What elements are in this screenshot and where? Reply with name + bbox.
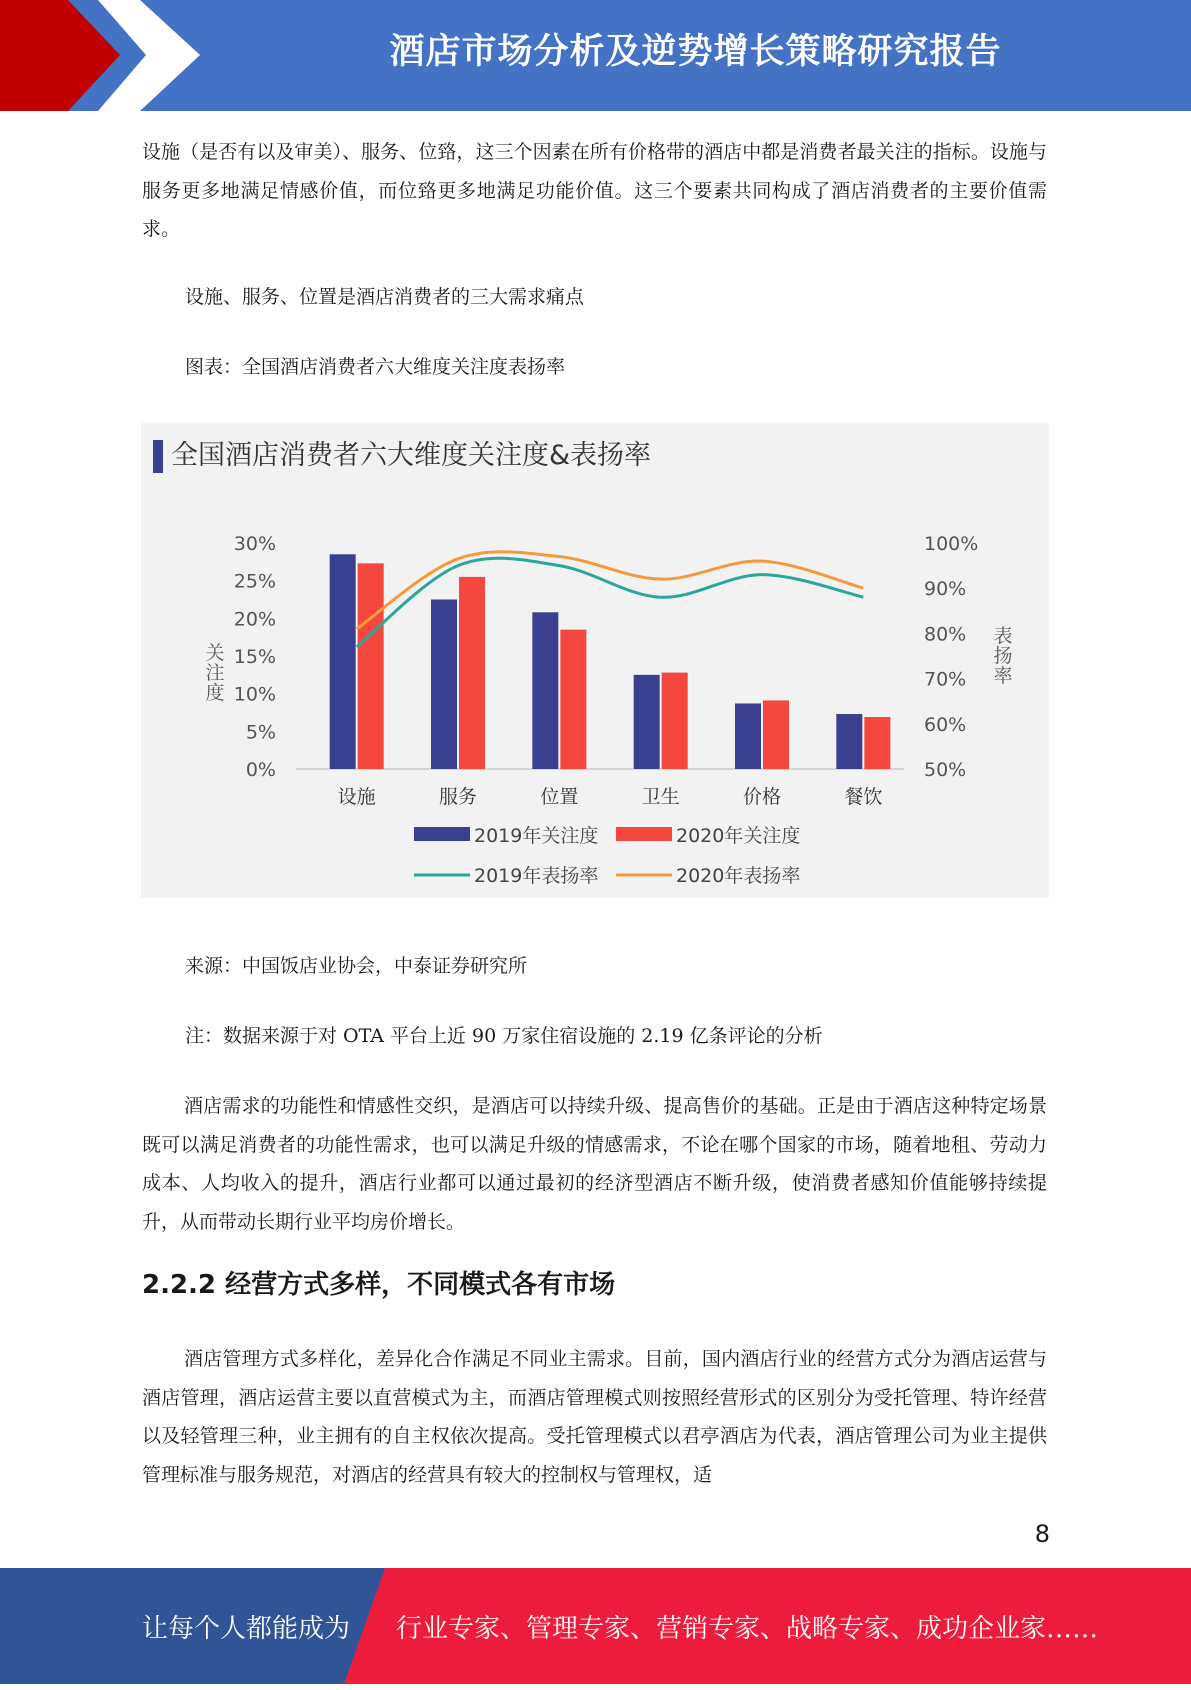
bar-2019年关注度 xyxy=(634,675,660,769)
y-tick-label-right: 50% xyxy=(924,759,967,781)
legend-swatch-bar-2020 xyxy=(616,827,672,841)
y-tick-label-right: 70% xyxy=(924,668,967,691)
header-arrow-decoration xyxy=(0,0,200,111)
chart-figure xyxy=(141,423,1049,898)
y-tick-label-left: 20% xyxy=(233,608,276,631)
x-tick-label: 设施 xyxy=(337,786,376,808)
page-footer xyxy=(0,1568,1191,1684)
x-tick-label: 卫生 xyxy=(641,786,680,808)
bar-2020年关注度 xyxy=(864,717,890,769)
footer-slogan-left: 让每个人都能成为 xyxy=(142,1614,351,1644)
figure-caption: 图表：全国酒店消费者六大维度关注度表扬率 xyxy=(185,356,566,378)
x-tick-label: 服务 xyxy=(438,786,478,808)
y-tick-label-left: 15% xyxy=(233,646,276,668)
chart-title: 全国酒店消费者六大维度关注度&表扬率 xyxy=(171,440,652,471)
y-tick-label-left: 10% xyxy=(233,683,276,706)
legend-label: 2020年表扬率 xyxy=(676,865,801,887)
y-tick-label-left: 30% xyxy=(233,533,276,555)
legend-label: 2020年关注度 xyxy=(676,825,801,847)
bar-2019年关注度 xyxy=(836,714,862,769)
x-tick-label: 位置 xyxy=(540,786,579,808)
y-tick-label-right: 100% xyxy=(924,533,979,555)
y-tick-label-left: 5% xyxy=(245,721,276,744)
key-point-line: 设施、服务、位置是酒店消费者的三大需求痛点 xyxy=(185,286,585,308)
x-tick-label: 价格 xyxy=(742,786,782,808)
report-title: 酒店市场分析及逆势增长策略研究报告 xyxy=(389,32,1002,72)
bar-2019年关注度 xyxy=(735,703,761,769)
bar-2020年关注度 xyxy=(358,563,384,769)
bar-2019年关注度 xyxy=(431,600,457,770)
y-axis-title-left: 关注度 xyxy=(205,642,225,704)
x-tick-label: 餐饮 xyxy=(844,786,883,808)
chart-svg xyxy=(141,423,1049,898)
y-tick-label-right: 60% xyxy=(924,713,967,736)
page-number: 8 xyxy=(1034,1520,1050,1548)
legend-swatch-bar-2019 xyxy=(414,827,470,841)
bar-2019年关注度 xyxy=(330,554,356,769)
y-tick-label-left: 25% xyxy=(233,570,276,593)
y-tick-label-left: 0% xyxy=(245,759,276,781)
section-heading: 2.2.2 经营方式多样，不同模式各有市场 xyxy=(142,1270,616,1300)
figure-source: 来源：中国饭店业协会，中泰证券研究所 xyxy=(185,955,528,977)
paragraph-3: 酒店管理方式多样化，差异化合作满足不同业主需求。目前，国内酒店行业的经营方式分为酒店运营与酒店管理，酒店运营主要以直营模式为主，而酒店管理模式则按照经营形式的区别分为受托管理、特许经营以及轻管理三种，业主拥有的自主权依次提高。受托管理模式以君亭酒店为代表，酒店管理公司为业主提供管理标准与服务规范，对酒店的经营具有较大的控制权与管理权，适 xyxy=(142,1348,1047,1486)
paragraph-1: 设施（是否有以及审美）、服务、位臵，这三个因素在所有价格带的酒店中都是消费者最关注的指标。设施与服务更多地满足情感价值，而位臵更多地满足功能价值。这三个要素共同构成了酒店消费者的主要价值需求。 xyxy=(142,141,1047,240)
y-tick-label-right: 90% xyxy=(924,578,967,601)
footer-slogan-right: 行业专家、管理专家、营销专家、战略专家、成功企业家…… xyxy=(396,1614,1099,1644)
bar-2020年关注度 xyxy=(662,673,688,769)
figure-note: 注：数据来源于对 OTA 平台上近 90 万家住宿设施的 2.19 亿条评论的分析 xyxy=(185,1025,823,1047)
legend-label: 2019年关注度 xyxy=(474,825,599,847)
bar-2020年关注度 xyxy=(763,700,789,769)
y-axis-title-right: 表扬率 xyxy=(993,625,1013,687)
bar-2020年关注度 xyxy=(459,577,485,769)
page-header xyxy=(0,0,1191,111)
y-tick-label-right: 80% xyxy=(924,623,967,646)
bar-2020年关注度 xyxy=(560,630,586,769)
legend-label: 2019年表扬率 xyxy=(474,865,599,887)
paragraph-2: 酒店需求的功能性和情感性交织，是酒店可以持续升级、提高售价的基础。正是由于酒店这种特定场景既可以满足消费者的功能性需求，也可以满足升级的情感需求，不论在哪个国家的市场，随着地租、劳动力成本、人均收入的提升，酒店行业都可以通过最初的经济型酒店不断升级，使消费者感知价值能够持续提升，从而带动长期行业平均房价增长。 xyxy=(142,1095,1047,1233)
bar-2019年关注度 xyxy=(532,612,558,769)
